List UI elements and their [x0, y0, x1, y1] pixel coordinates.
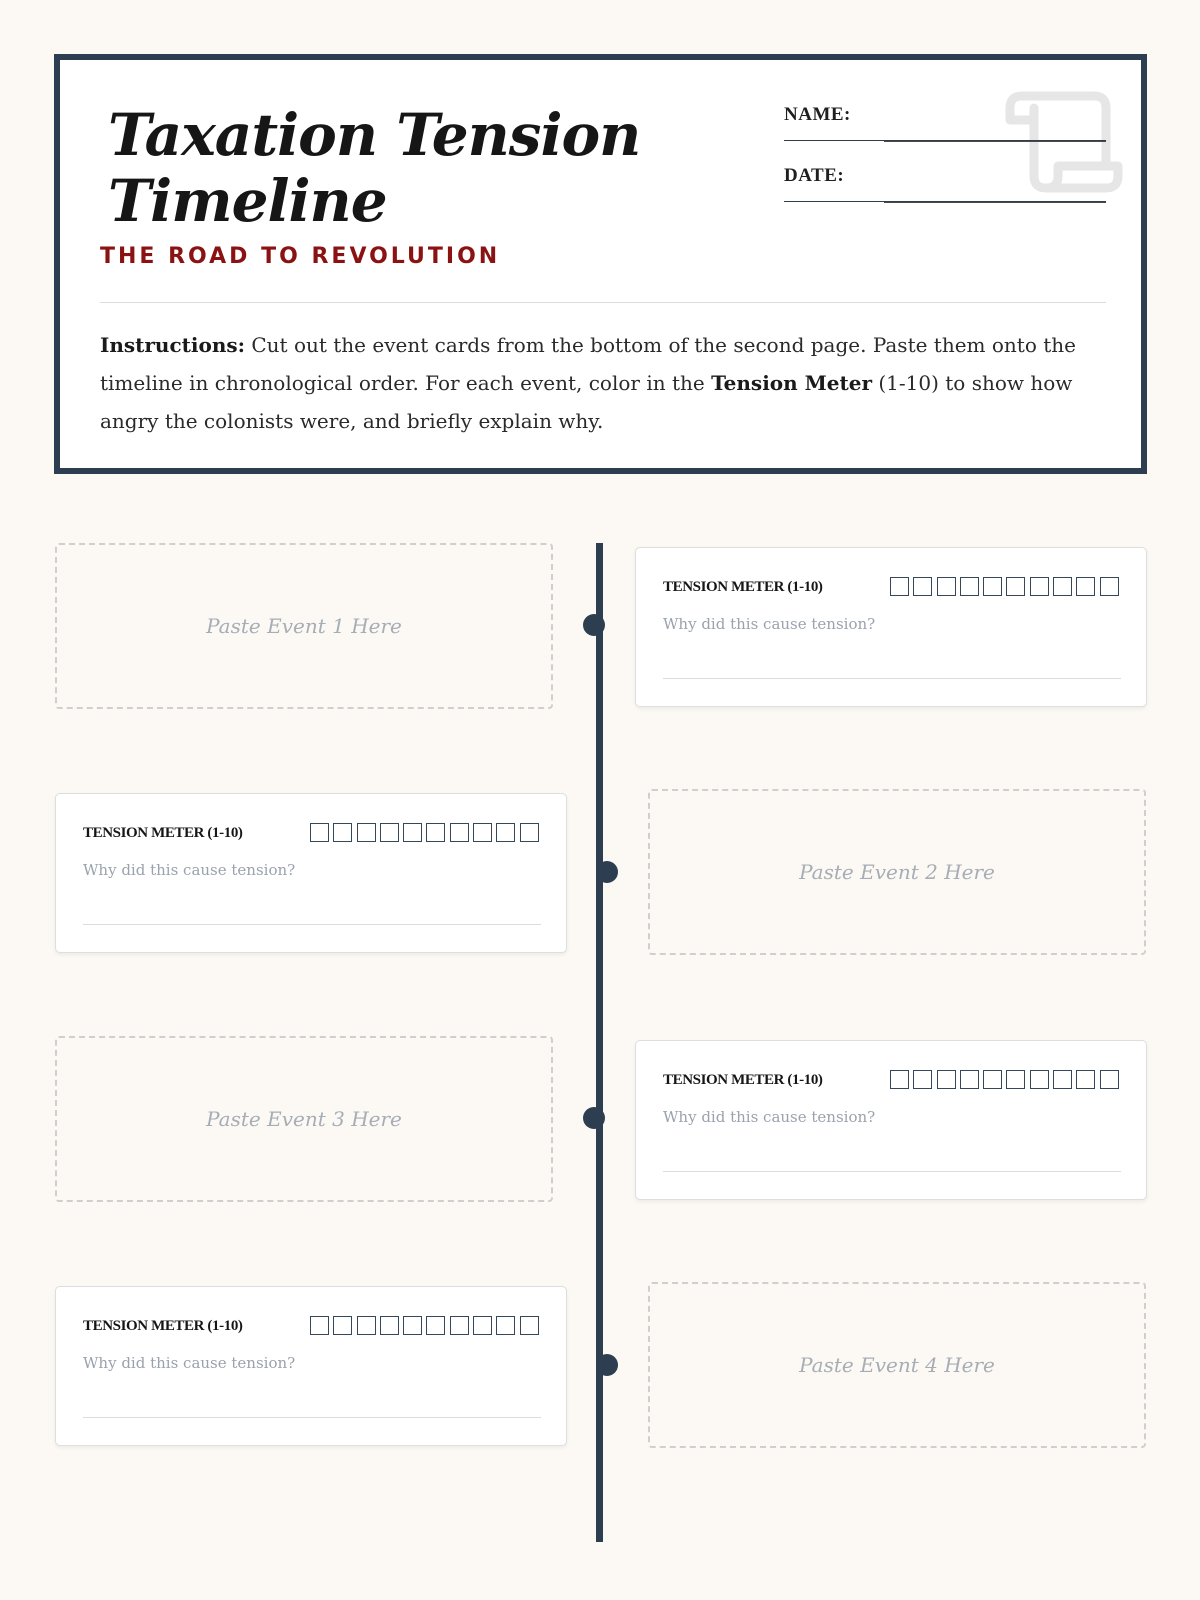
- meter-box[interactable]: [1100, 577, 1119, 596]
- paste-event-box[interactable]: [648, 1282, 1146, 1448]
- date-field[interactable]: [784, 161, 1106, 202]
- meter-box[interactable]: [1030, 577, 1049, 596]
- meter-box[interactable]: [890, 1070, 909, 1089]
- worksheet-header: [54, 54, 1147, 474]
- meter-box[interactable]: [403, 823, 422, 842]
- meter-box[interactable]: [380, 1316, 399, 1335]
- tension-meter-label: TENSION METER (1-10): [663, 1072, 823, 1088]
- meter-box[interactable]: [450, 823, 469, 842]
- paste-event-box[interactable]: [648, 789, 1146, 955]
- meter-box[interactable]: [426, 1316, 445, 1335]
- meter-box[interactable]: [380, 823, 399, 842]
- name-blank[interactable]: [884, 109, 1106, 142]
- tension-meter-label: TENSION METER (1-10): [83, 1318, 243, 1334]
- tension-meter-boxes: [310, 823, 543, 842]
- tension-meter-card: [635, 547, 1147, 707]
- meter-box[interactable]: [937, 577, 956, 596]
- meter-box[interactable]: [960, 1070, 979, 1089]
- meter-box[interactable]: [960, 577, 979, 596]
- meter-box[interactable]: [357, 1316, 376, 1335]
- paste-event-label: Paste Event 2 Here: [799, 860, 995, 884]
- tension-meter-card: [55, 793, 567, 953]
- tension-meter-boxes: [310, 1316, 543, 1335]
- meter-box[interactable]: [520, 823, 539, 842]
- tension-prompt: Why did this cause tension?: [663, 615, 876, 633]
- paste-event-box[interactable]: [55, 1036, 553, 1202]
- meter-box[interactable]: [310, 1316, 329, 1335]
- timeline-dot: [583, 1107, 605, 1129]
- timeline-dot: [596, 861, 618, 883]
- page-subtitle: THE ROAD TO REVOLUTION: [100, 244, 501, 269]
- meter-box[interactable]: [1053, 577, 1072, 596]
- tension-prompt: Why did this cause tension?: [83, 1354, 296, 1372]
- meter-box[interactable]: [983, 1070, 1002, 1089]
- tension-prompt: Why did this cause tension?: [83, 861, 296, 879]
- meter-box[interactable]: [496, 1316, 515, 1335]
- tension-meter-boxes: [890, 1070, 1123, 1089]
- header-divider: [100, 302, 1106, 303]
- instructions-emphasis: Tension Meter: [711, 371, 872, 395]
- date-label: DATE:: [784, 165, 845, 186]
- answer-line[interactable]: [83, 924, 541, 925]
- meter-box[interactable]: [1076, 1070, 1095, 1089]
- meter-box[interactable]: [913, 1070, 932, 1089]
- tension-meter-label: TENSION METER (1-10): [663, 579, 823, 595]
- paste-event-label: Paste Event 3 Here: [206, 1107, 402, 1131]
- tension-meter-boxes: [890, 577, 1123, 596]
- meter-box[interactable]: [473, 1316, 492, 1335]
- meter-box[interactable]: [1030, 1070, 1049, 1089]
- timeline-axis: [596, 543, 603, 1542]
- paste-event-box[interactable]: [55, 543, 553, 709]
- meter-box[interactable]: [983, 577, 1002, 596]
- meter-box[interactable]: [1053, 1070, 1072, 1089]
- meter-box[interactable]: [1006, 1070, 1025, 1089]
- instructions: [100, 326, 1110, 440]
- answer-line[interactable]: [663, 1171, 1121, 1172]
- paste-event-label: Paste Event 1 Here: [206, 614, 402, 638]
- meter-box[interactable]: [403, 1316, 422, 1335]
- paste-event-label: Paste Event 4 Here: [799, 1353, 995, 1377]
- name-label: NAME:: [784, 104, 851, 125]
- instructions-text-2: (1-10) to show how angry the colonists were, and briefly explain why.: [100, 371, 1073, 433]
- meter-box[interactable]: [496, 823, 515, 842]
- meter-box[interactable]: [450, 1316, 469, 1335]
- tension-prompt: Why did this cause tension?: [663, 1108, 876, 1126]
- name-field[interactable]: [784, 100, 1106, 141]
- meter-box[interactable]: [913, 577, 932, 596]
- answer-line[interactable]: [663, 678, 1121, 679]
- meter-box[interactable]: [310, 823, 329, 842]
- meter-box[interactable]: [1100, 1070, 1119, 1089]
- answer-line[interactable]: [83, 1417, 541, 1418]
- meter-box[interactable]: [520, 1316, 539, 1335]
- timeline-dot: [583, 614, 605, 636]
- meter-box[interactable]: [333, 823, 352, 842]
- timeline-dot: [596, 1354, 618, 1376]
- meter-box[interactable]: [473, 823, 492, 842]
- meter-box[interactable]: [937, 1070, 956, 1089]
- instructions-text-1: Cut out the event cards from the bottom of the second page. Paste them onto the timeline in chronological order. For each event, color in the: [100, 333, 1076, 395]
- date-blank[interactable]: [884, 170, 1106, 203]
- tension-meter-card: [55, 1286, 567, 1446]
- instructions-label: Instructions:: [100, 333, 246, 357]
- tension-meter-label: TENSION METER (1-10): [83, 825, 243, 841]
- meter-box[interactable]: [426, 823, 445, 842]
- meter-box[interactable]: [1006, 577, 1025, 596]
- meter-box[interactable]: [333, 1316, 352, 1335]
- meter-box[interactable]: [1076, 577, 1095, 596]
- meter-box[interactable]: [357, 823, 376, 842]
- meter-box[interactable]: [890, 577, 909, 596]
- tension-meter-card: [635, 1040, 1147, 1200]
- page-title: Taxation Tension Timeline: [108, 101, 641, 235]
